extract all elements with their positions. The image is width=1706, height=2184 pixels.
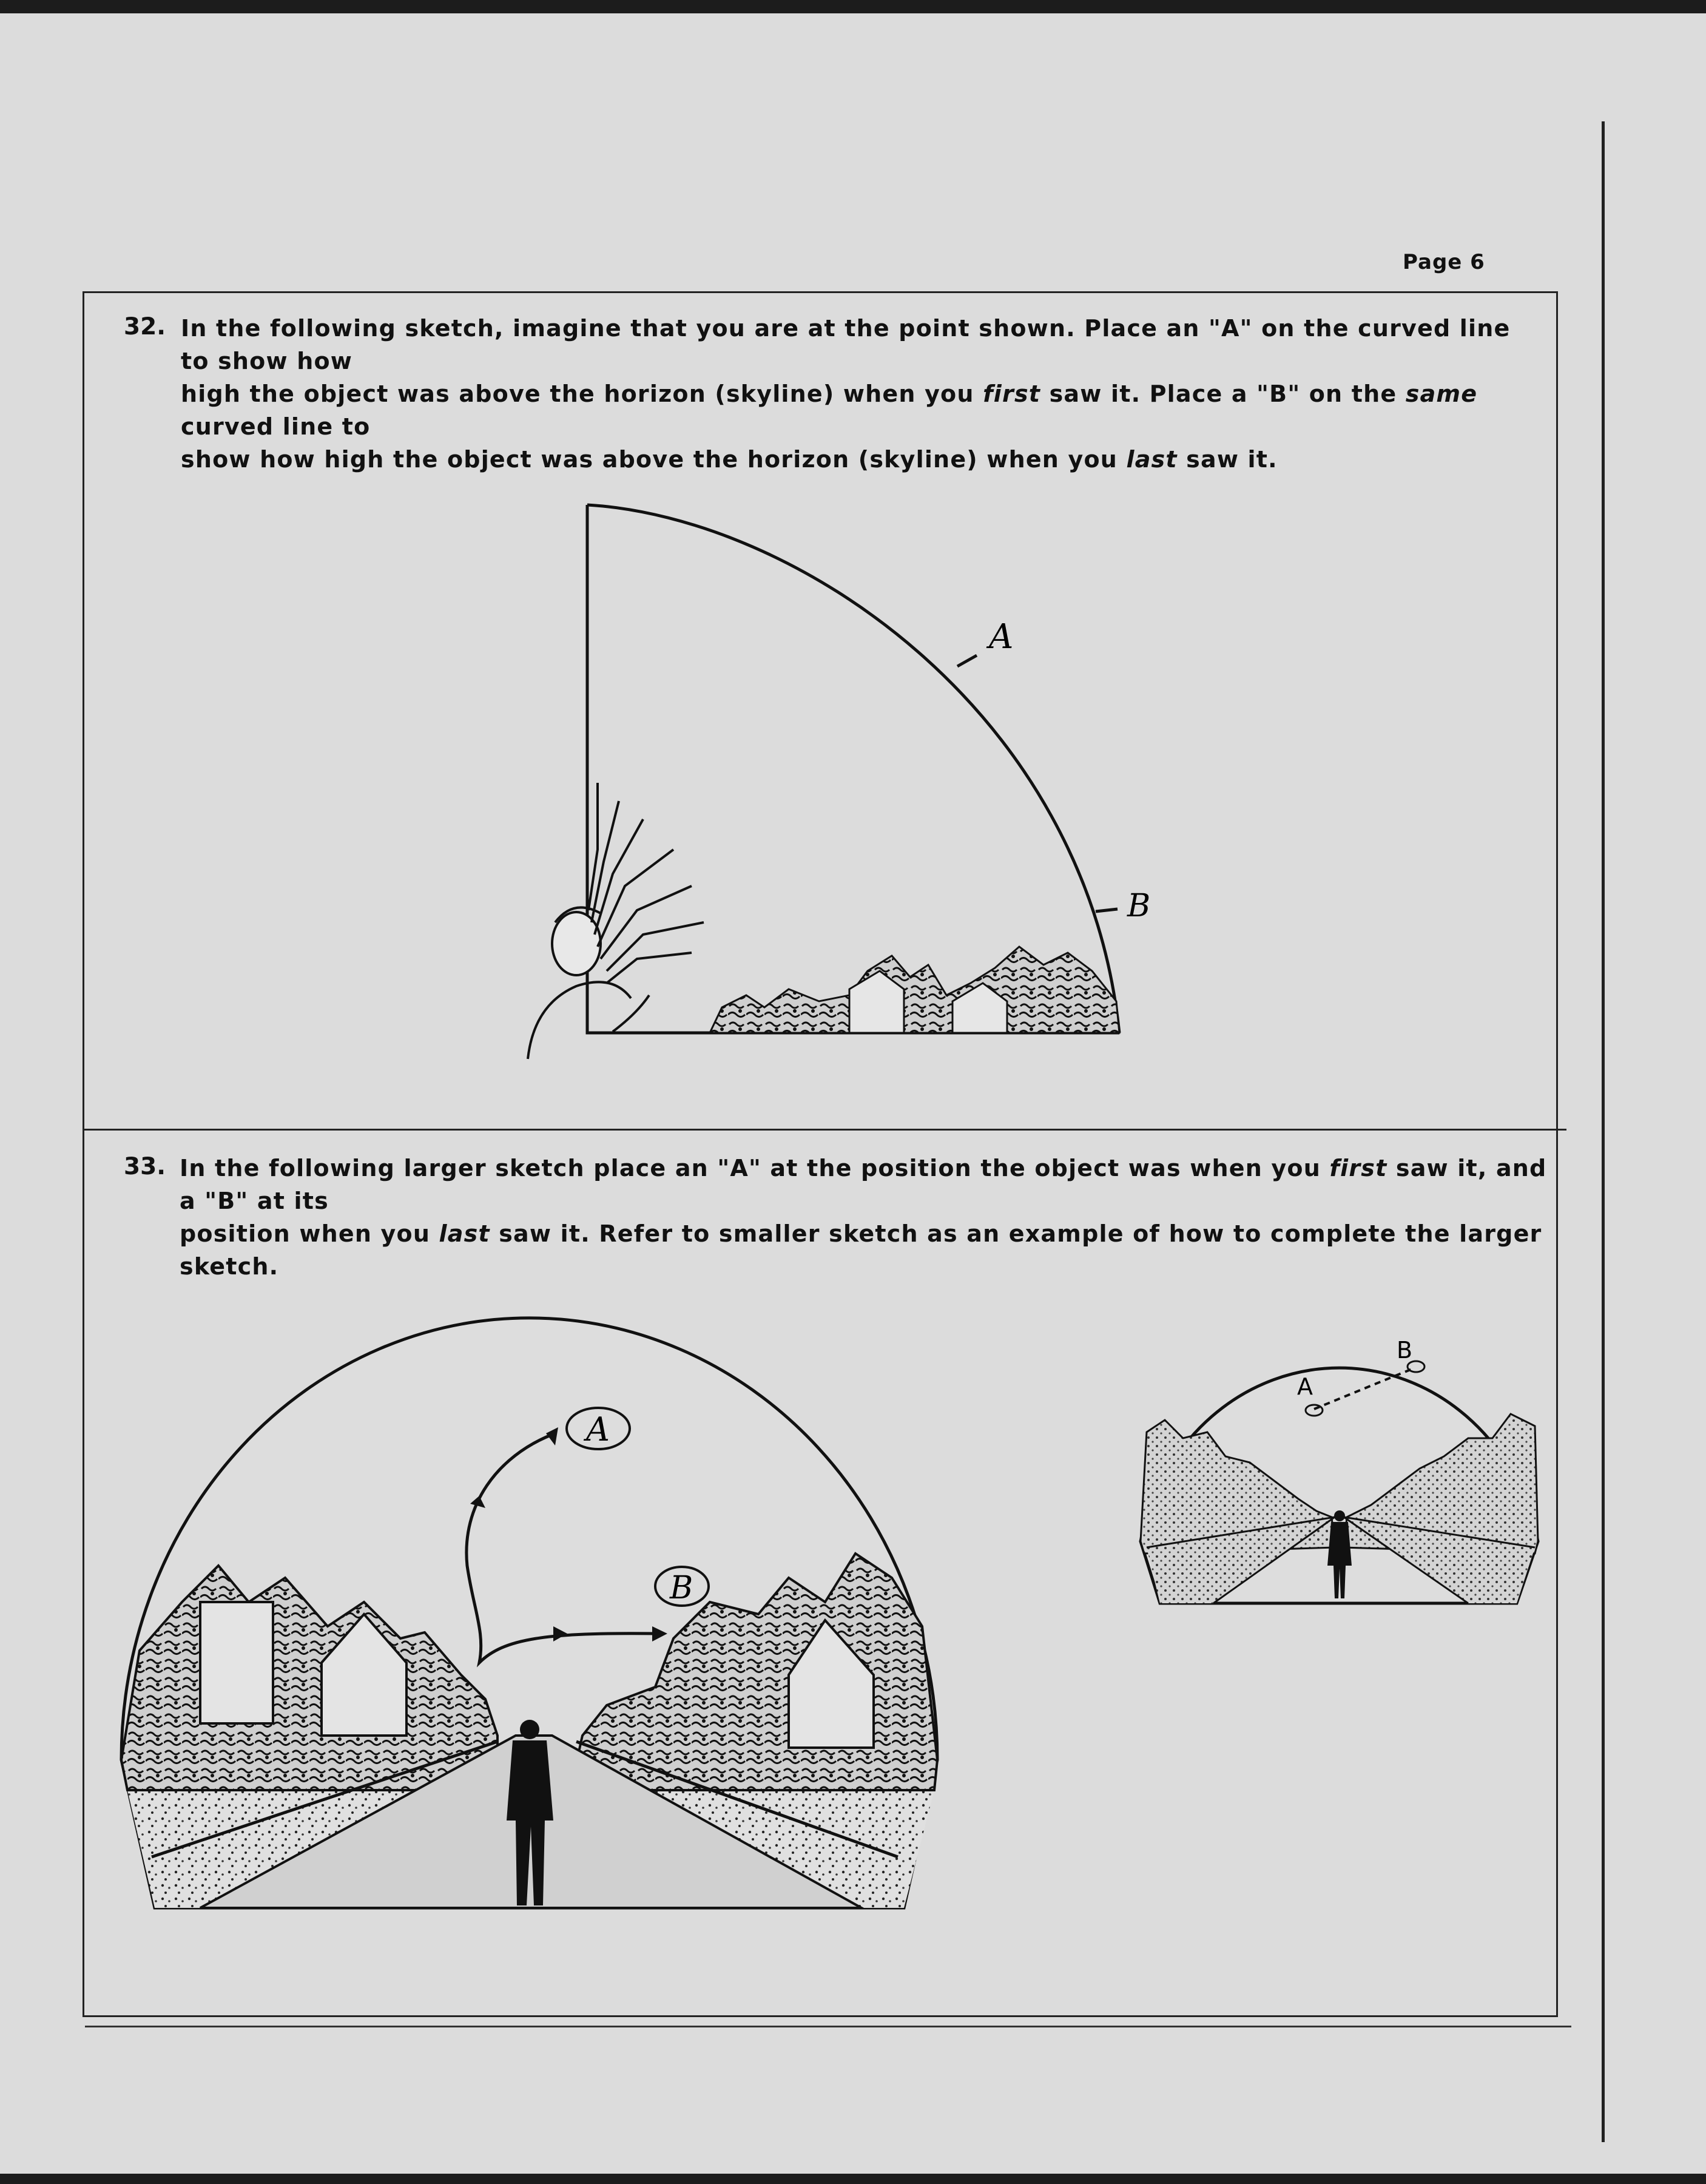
question-33-line-2: position when you last saw it. Refer to smaller sketch as an example of how to complete the larger sketch. [180,1220,1542,1280]
question-32-line-2: high the object was above the horizon (skyline) when you first saw it. Place a "B" on the same curved line to [181,380,1478,440]
pointing-person-icon [528,783,704,1059]
question-32-number: 32. [124,313,166,340]
question-32-line-3: show how high the object was above the horizon (skyline) when you last saw it. [181,446,1278,473]
question-33-number: 33. [124,1153,166,1180]
q32-curved-line[interactable] [587,505,1119,1033]
q33-example-sketch [1141,1337,1538,1603]
q33-marker-a: A [586,1410,610,1449]
question-33-line-1: In the following larger sketch place an "A" at the position the object was when you first saw it, and a "B" at its [180,1155,1547,1214]
q33-left-building [200,1602,273,1723]
q32-altitude-diagram [528,505,1150,1059]
q32-tick-b [1096,909,1118,911]
q32-axes [587,505,1119,1033]
example-marker-b: B [1397,1337,1413,1364]
page-number: Page 6 [1403,250,1485,274]
example-marker-a: A [1297,1373,1313,1400]
q32-tick-a [957,655,977,666]
q33-marker-b: B [670,1570,693,1606]
q32-marker-a: A [989,617,1014,657]
q32-skyline [710,947,1119,1033]
q32-marker-b: B [1127,888,1151,924]
question-32-line-1: In the following sketch, imagine that you are at the point shown. Place an "A" on the curved line to show how [181,315,1511,374]
q33-large-sketch [121,1318,937,1908]
